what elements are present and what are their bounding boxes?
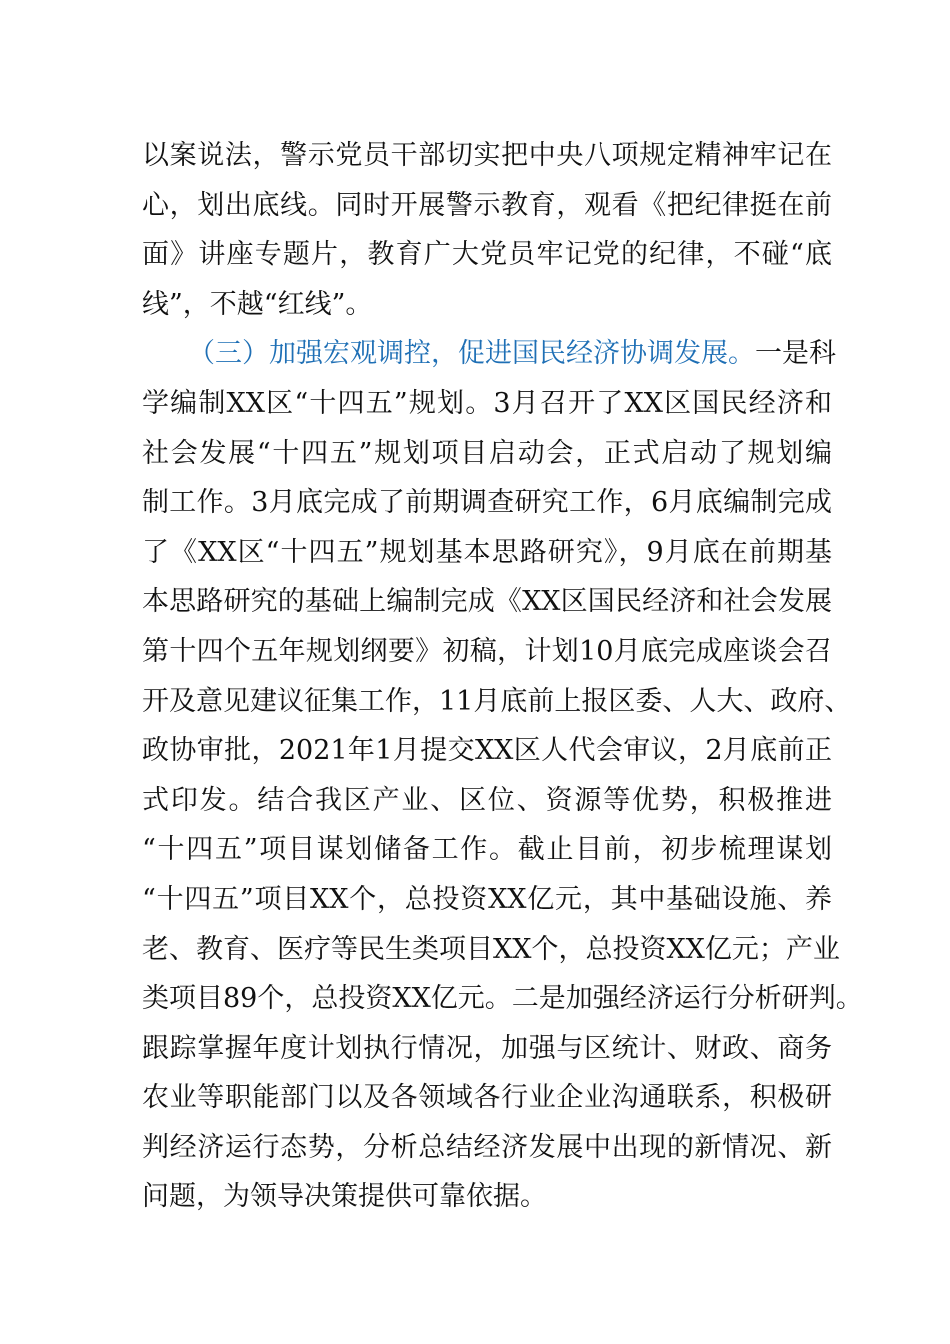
text-line: 类项目89个，总投资XX亿元。二是加强经济运行分析研判。: [142, 983, 863, 1015]
text-line: 政协审批，2021年1月提交XX区人代会审议，2月底前正: [142, 735, 832, 767]
text-line: “十四五”项目谋划储备工作。截止目前，初步梳理谋划: [142, 834, 832, 866]
text-line: 心，划出底线。同时开展警示教育，观看《把纪律挺在前: [142, 189, 832, 221]
text-line: 本思路研究的基础上编制完成《XX区国民经济和社会发展: [142, 586, 832, 618]
text-line: 面》讲座专题片，教育广大党员牢记党的纪律，不碰“底: [142, 239, 832, 271]
section-heading: （三）加强宏观调控，促进国民经济协调发展。: [188, 338, 755, 370]
text-line: 社会发展“十四五”规划项目启动会，正式启动了规划编: [142, 437, 832, 469]
text-line: 老、教育、医疗等民生类项目XX个，总投资XX亿元；产业: [142, 933, 840, 965]
text-line: 学编制XX区“十四五”规划。3月召开了XX区国民经济和: [142, 387, 832, 419]
paragraph-first-line: [142, 329, 836, 379]
text-line: “十四五”项目XX个，总投资XX亿元，其中基础设施、养: [142, 883, 832, 915]
heading-trailing-text: 一是科: [755, 338, 836, 370]
text-line: 线”，不越“红线”。: [142, 288, 373, 320]
document-body: [142, 131, 863, 1222]
text-line: 判经济运行态势，分析总结经济发展中出现的新情况、新: [142, 1131, 832, 1163]
text-line: 了《XX区“十四五”规划基本思路研究》，9月底在前期基: [142, 536, 832, 568]
text-line: 第十四个五年规划纲要》初稿，计划10月底完成座谈会召: [142, 635, 832, 667]
text-line: 跟踪掌握年度计划执行情况，加强与区统计、财政、商务: [142, 1032, 832, 1064]
text-line: 制工作。3月底完成了前期调查研究工作，6月底编制完成: [142, 487, 832, 519]
text-line: 开及意见建议征集工作，11月底前上报区委、人大、政府、: [142, 685, 852, 717]
text-line: 问题，为领导决策提供可靠依据。: [142, 1181, 547, 1213]
paragraph-2: [142, 329, 863, 1222]
paragraph-1: [142, 131, 832, 329]
text-line: 以案说法，警示党员干部切实把中央八项规定精神牢记在: [142, 140, 832, 171]
text-line: 式印发。结合我区产业、区位、资源等优势，积极推进: [142, 784, 832, 816]
text-line: 农业等职能部门以及各领域各行业企业沟通联系，积极研: [142, 1082, 832, 1114]
